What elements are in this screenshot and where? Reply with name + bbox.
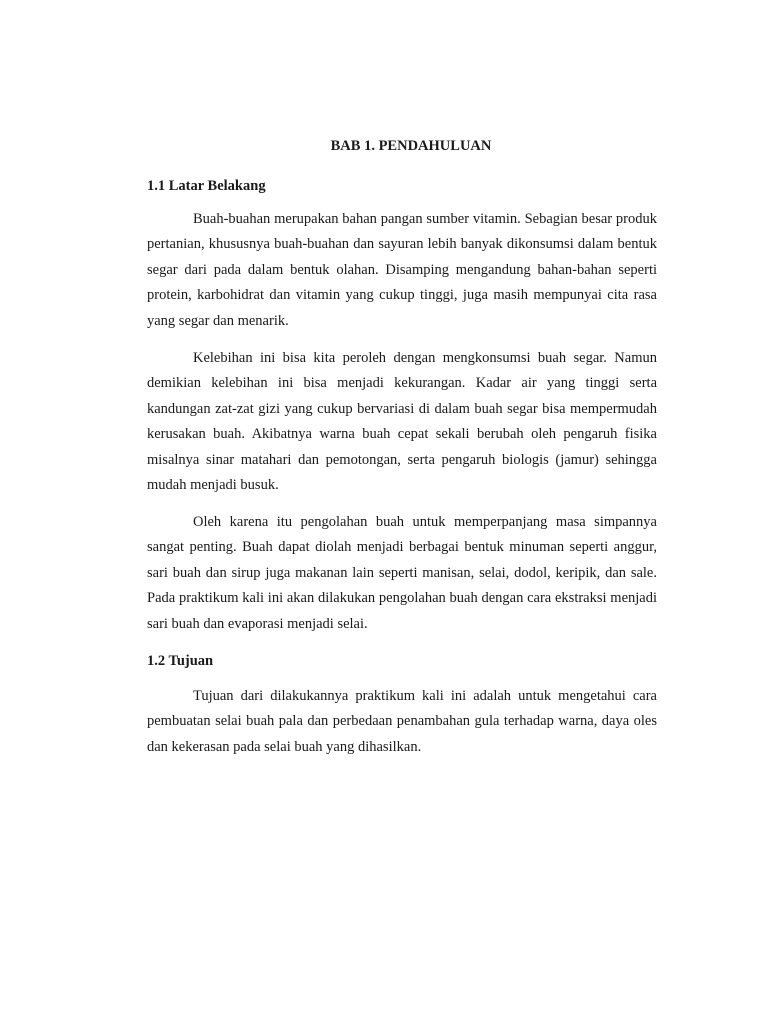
paragraph: Oleh karena itu pengolahan buah untuk memperpanjang masa simpannya sangat penting. Buah dapat diolah menjadi berbagai bentuk minuman seperti anggur, sari buah dan sirup juga makanan lain seperti manisan, selai, dodol, keripik, dan sale. Pada praktikum kali ini akan dilakukan pengolahan buah dengan cara ekstraksi menjadi sari buah dan evaporasi menjadi selai.: [147, 514, 657, 632]
paragraph: Buah-buahan merupakan bahan pangan sumber vitamin. Sebagian besar produk pertanian, khususnya buah-buahan dan sayuran lebih banyak dikonsumsi dalam bentuk segar dari pada dalam bentuk olahan. Disamping mengandung bahan-bahan seperti protein, karbohidrat dan vitamin yang cukup tinggi, juga masih mempunyai cita rasa yang segar dan menarik.: [147, 211, 657, 329]
document-page: [147, 0, 657, 1024]
paragraph: Kelebihan ini bisa kita peroleh dengan mengkonsumsi buah segar. Namun demikian kelebihan ini bisa menjadi kekurangan. Kadar air yang tinggi serta kandungan zat-zat gizi yang cukup bervariasi di dalam buah segar bisa mempermudah kerusakan buah. Akibatnya warna buah cepat sekali berubah oleh pengaruh fisika misalnya sinar matahari dan pemotongan, serta pengaruh biologis (jamur) sehingga mudah menjadi busuk.: [147, 350, 657, 494]
section-heading-latar-belakang: 1.1 Latar Belakang: [147, 178, 266, 194]
section-heading-tujuan: 1.2 Tujuan: [147, 653, 214, 669]
paragraph: Tujuan dari dilakukannya praktikum kali ini adalah untuk mengetahui cara pembuatan selai buah pala dan perbedaan penambahan gula terhadap warna, daya oles dan kekerasan pada selai buah yang dihasilkan.: [147, 688, 657, 755]
chapter-title: BAB 1. PENDAHULUAN: [330, 138, 492, 154]
